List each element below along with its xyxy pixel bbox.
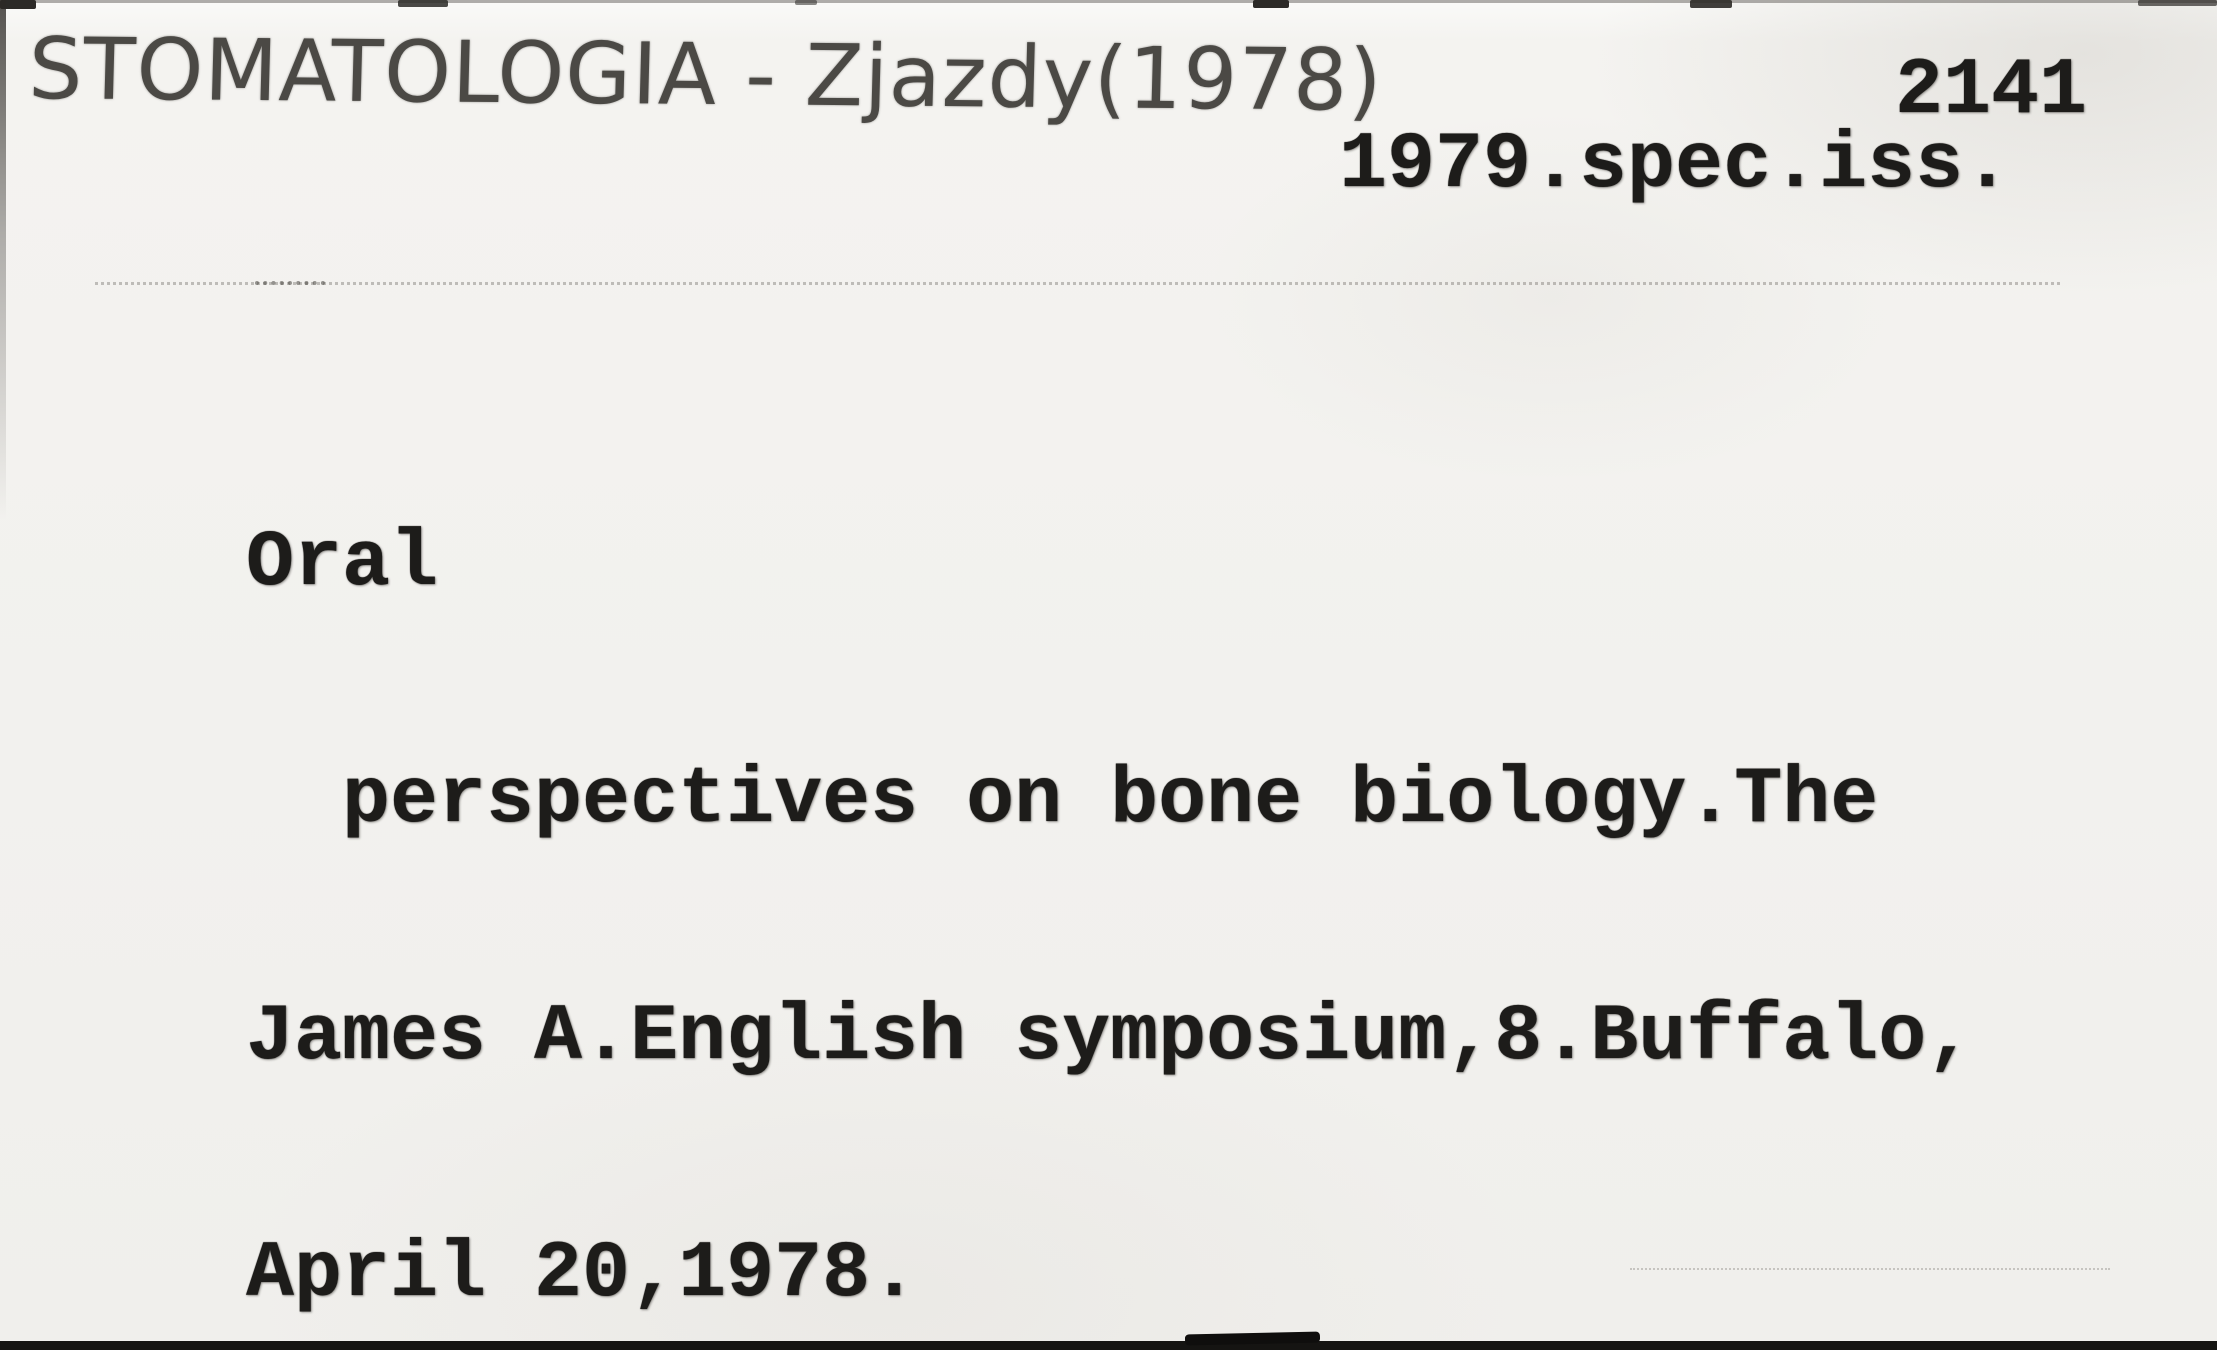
issue-note: 1979.spec.iss. [1339, 120, 2012, 211]
scan-artifact [795, 0, 817, 5]
scan-artifact [398, 0, 448, 7]
catalog-number: 2141 [1895, 46, 2088, 137]
subject-heading: STOMATOLOGIA - Zjazdy(1978) [27, 19, 1384, 131]
entry-title-line: James A.English symposium,8.Buffalo, [246, 992, 1975, 1083]
scan-top-edge [0, 0, 2217, 3]
scan-artifact [2138, 0, 2217, 6]
scan-artifact [1690, 0, 1732, 8]
entry-title-line: Oral [246, 518, 439, 609]
scan-speck-row [1630, 1268, 2110, 1270]
bibliographic-entry [246, 366, 2118, 1350]
dotted-separator [95, 282, 2060, 285]
entry-date-line: April 20,1978. [246, 1229, 919, 1320]
scan-artifact [1253, 0, 1289, 8]
scan-left-edge [0, 0, 6, 520]
dotted-separator-segment [255, 281, 325, 285]
entry-title-line: perspectives on bone biology.The [246, 755, 1879, 846]
